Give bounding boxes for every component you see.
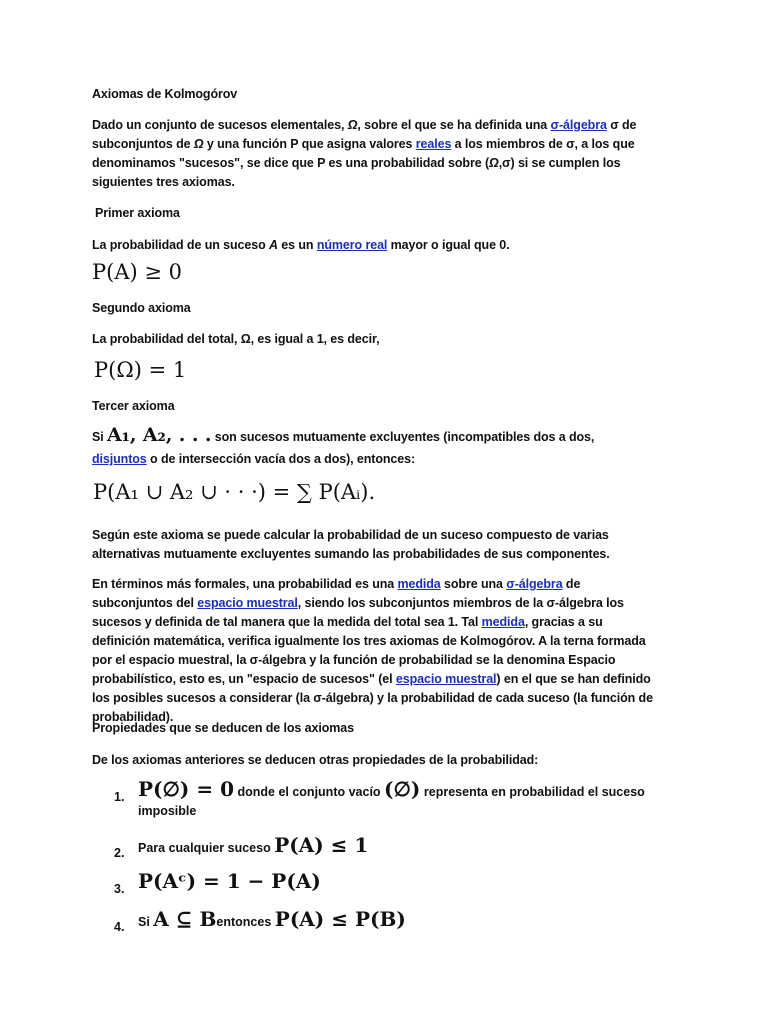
complement-formula: P(Aᶜ) = 1 − P(A): [138, 869, 321, 893]
segun-paragraph: Según este axioma se puede calcular la probabilidad de un suceso compuesto de varias alternativas mutuamente excluyentes sumando las probabilidades de sus componentes.: [92, 528, 610, 561]
intro-text-2: , sobre el que se ha definida una: [357, 118, 551, 132]
omega-symbol: Ω: [489, 156, 499, 170]
omega-symbol: Ω: [347, 118, 358, 132]
props-heading: Propiedades que se deducen de los axiomas: [92, 721, 354, 735]
item2-text: Para cualquier suceso: [138, 841, 271, 855]
props-intro: De los axiomas anteriores se deducen otras propiedades de la probabilidad:: [92, 753, 539, 767]
list-item: [92, 869, 692, 900]
link-reales[interactable]: reales: [415, 137, 452, 151]
formal-text-5: , gracias a su definición matemática, verifica igualmente los tres axiomas de Kolmogórov. A la terna formada por el espacio muestral, la σ-álgebra y la función de probabilidad se la denomina: [92, 615, 646, 667]
formal-text-6: , esto es, un "espacio de sucesos" (el: [172, 672, 396, 686]
document-title: Axiomas de Kolmogórov: [92, 87, 238, 101]
list-item: [92, 833, 692, 864]
list-item: [92, 907, 692, 938]
formal-text-3: de subconjuntos del: [92, 577, 581, 610]
axiom1-text-2: es un: [277, 238, 317, 252]
formal-paragraph: [92, 575, 660, 727]
axiom2-heading: Segundo axioma: [92, 301, 191, 315]
axiom2-text: La probabilidad del total, Ω, es igual a 1, es decir,: [92, 332, 380, 346]
link-numero-real[interactable]: número real: [316, 238, 388, 252]
list-item-body: [138, 777, 658, 821]
axiom1-heading: Primer axioma: [95, 206, 180, 220]
subset-formula: A ⊆ B: [153, 907, 217, 931]
axiom1-formula: P(A) ≥ 0: [92, 260, 182, 284]
omega-symbol: Ω: [193, 137, 204, 151]
intro-text-6: ,σ) si se cumplen los siguientes tres axiomas.: [92, 156, 621, 189]
link-espacio-muestral[interactable]: espacio muestral: [197, 596, 298, 610]
axiom1-text-1: La probabilidad de un suceso: [92, 238, 269, 252]
link-sigma-algebra[interactable]: σ-álgebra: [506, 577, 563, 591]
axiom3-text-2: o de intersección vacía dos a dos), entonces:: [146, 452, 416, 466]
formal-text-2: sobre una: [440, 577, 507, 591]
link-disjuntos[interactable]: disjuntos: [92, 452, 147, 466]
axiom2-formula: P(Ω) = 1: [94, 358, 187, 382]
variable-a: A: [269, 238, 278, 252]
link-sigma-algebra[interactable]: σ-álgebra: [550, 118, 607, 132]
list-number: 2.: [114, 846, 125, 860]
intro-paragraph: [92, 116, 637, 192]
item4-entonces: entonces: [216, 915, 272, 929]
item1-text-1: donde el conjunto vacío: [237, 785, 381, 799]
formal-text-7: ) en el que se han definido los posibles sucesos a considerar (la σ-álgebra) y la probabilidad de cada suceso (la función de probabilidad).: [92, 672, 653, 724]
sequence-formula: A₁, A₂, . . .: [107, 424, 212, 446]
link-medida[interactable]: medida: [481, 615, 525, 629]
espacio-probabilistico-term: Espacio probabilístico: [92, 653, 616, 686]
axiom3-formula: P(A₁ ∪ A₂ ∪ · · ·) = ∑ P(Aᵢ).: [93, 480, 376, 504]
intro-text-4: y una función P que asigna valores: [203, 137, 416, 151]
list-number: 1.: [114, 790, 125, 804]
empty-set-formula: P(∅) = 0: [138, 777, 234, 801]
link-medida[interactable]: medida: [397, 577, 441, 591]
monotonicity-formula: P(A) ≤ P(B): [274, 907, 406, 931]
intro-text-1: Dado un conjunto de sucesos elementales,: [92, 118, 348, 132]
list-item-body: [138, 869, 658, 894]
link-espacio-muestral[interactable]: espacio muestral: [395, 672, 497, 686]
axiom1-text: [92, 236, 662, 255]
item4-si: Si: [138, 915, 150, 929]
list-item-body: [138, 833, 658, 858]
empty-set-symbol: (∅): [384, 777, 421, 801]
axiom3-text: [92, 424, 652, 470]
list-number: 3.: [114, 882, 125, 896]
list-number: 4.: [114, 920, 125, 934]
intro-text-3: σ de subconjuntos de: [92, 118, 637, 151]
list-item-body: [138, 907, 658, 932]
prob-le-one-formula: P(A) ≤ 1: [274, 833, 369, 857]
formal-text-1: En términos más formales, una probabilidad es una: [92, 577, 398, 591]
axiom1-text-3: mayor o igual que 0.: [387, 238, 510, 252]
list-item: [92, 777, 692, 824]
intro-text-5: a los miembros de σ, a los que denominamos "sucesos", se dice que P es una probabilidad sobre (: [92, 137, 635, 170]
axiom3-si: Si: [92, 430, 104, 444]
formal-text-4: , siendo los subconjuntos miembros de la σ-álgebra los sucesos y definida de tal manera que la medida del total sea 1. Tal: [92, 596, 624, 629]
item1-text-2: representa en probabilidad el suceso imposible: [138, 785, 645, 818]
axiom3-heading: Tercer axioma: [92, 399, 175, 413]
axiom3-text-1: son sucesos mutuamente excluyentes (incompatibles dos a dos,: [214, 430, 595, 444]
